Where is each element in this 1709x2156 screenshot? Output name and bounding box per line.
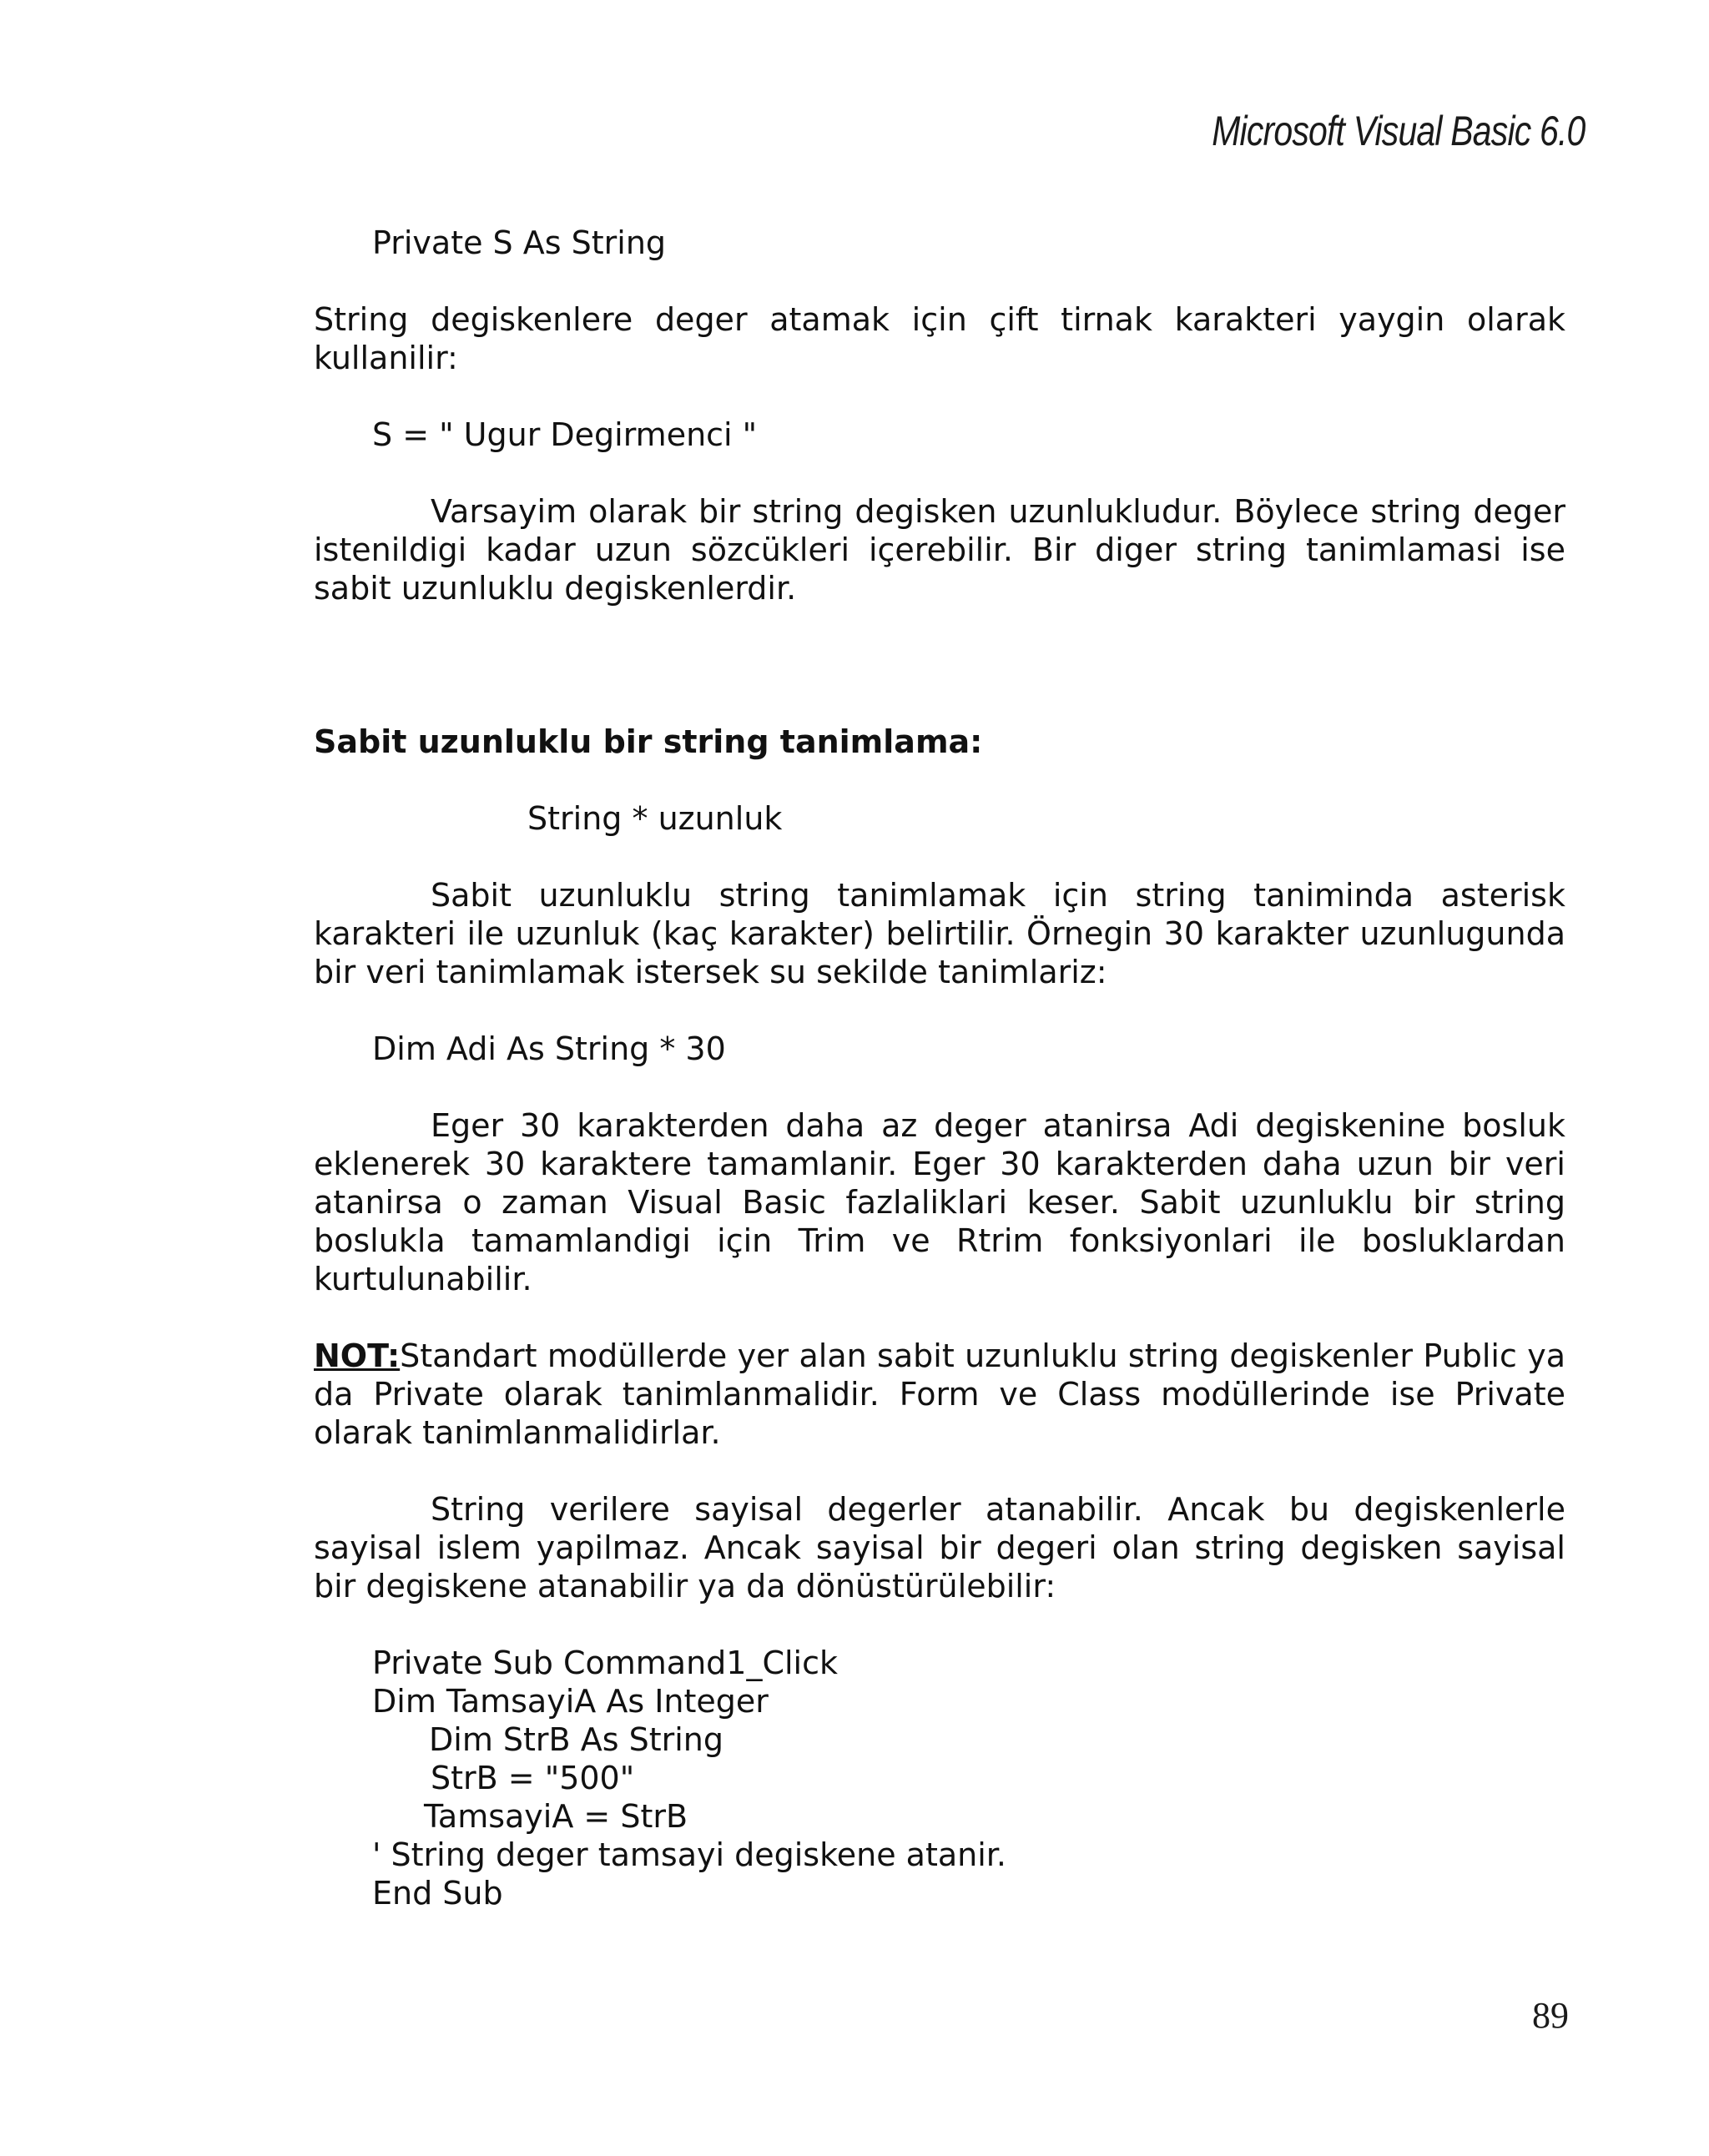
code-line: End Sub	[372, 1875, 503, 1912]
note-paragraph	[314, 1337, 1565, 1452]
code-line: ' String deger tamsayi degiskene atanir.	[372, 1836, 1006, 1873]
code-line: S = " Ugur Degirmenci "	[372, 416, 758, 453]
paragraph: String verilere sayisal degerler atanabilir. Ancak bu degiskenlerle sayisal islem yapilmaz. Ancak sayisal bir degeri olan string degisken sayisal bir degiskene atanabilir ya da dönüstürülebilir:	[314, 1491, 1565, 1604]
paragraph: Sabit uzunluklu string tanimlamak için string taniminda asterisk karakteri ile uzunluk (kaç karakter) belirtilir. Örnegin 30 karakter uzunlugunda bir veri tanimlamak istersek su sekilde tanimlariz:	[314, 877, 1565, 990]
page-number: 89	[1532, 1995, 1569, 2036]
section-heading: Sabit uzunluklu bir string tanimlama:	[314, 723, 983, 760]
running-header: Microsoft Visual Basic 6.0	[1212, 108, 1585, 154]
code-line: String * uzunluk	[527, 800, 783, 837]
code-line: Private Sub Command1_Click	[372, 1645, 838, 1681]
note-label: NOT:	[314, 1337, 401, 1374]
code-line: StrB = "500"	[431, 1760, 635, 1796]
code-line: TamsayiA = StrB	[424, 1798, 688, 1835]
code-line: Dim TamsayiA As Integer	[372, 1683, 769, 1720]
code-line: Dim StrB As String	[429, 1721, 723, 1758]
note-text: Standart modüllerde yer alan sabit uzunluklu string degiskenler Public ya da Private olarak tanimlanmalidir. Form ve Class modüllerinde ise Private olarak tanimlanmalidirlar.	[314, 1337, 1565, 1451]
paragraph: Eger 30 karakterden daha az deger atanirsa Adi degiskenine bosluk eklenerek 30 karaktere tamamlanir. Eger 30 karakterden daha uzun bir veri atanirsa o zaman Visual Basic fazlaliklari keser. Sabit uzunluklu bir string boslukla tamamlandigi için Trim ve Rtrim fonksiyonlari ile bosluklardan kurtulunabilir.	[314, 1107, 1565, 1297]
paragraph: String degiskenlere deger atamak için çift tirnak karakteri yaygin olarak kullanilir:	[314, 301, 1565, 376]
paragraph: Varsayim olarak bir string degisken uzunlukludur. Böylece string deger istenildigi kadar uzun sözcükleri içerebilir. Bir diger string tanimlamasi ise sabit uzunluklu degiskenlerdir.	[314, 493, 1565, 607]
code-line: Private S As String	[372, 224, 667, 261]
code-line: Dim Adi As String * 30	[372, 1030, 726, 1067]
